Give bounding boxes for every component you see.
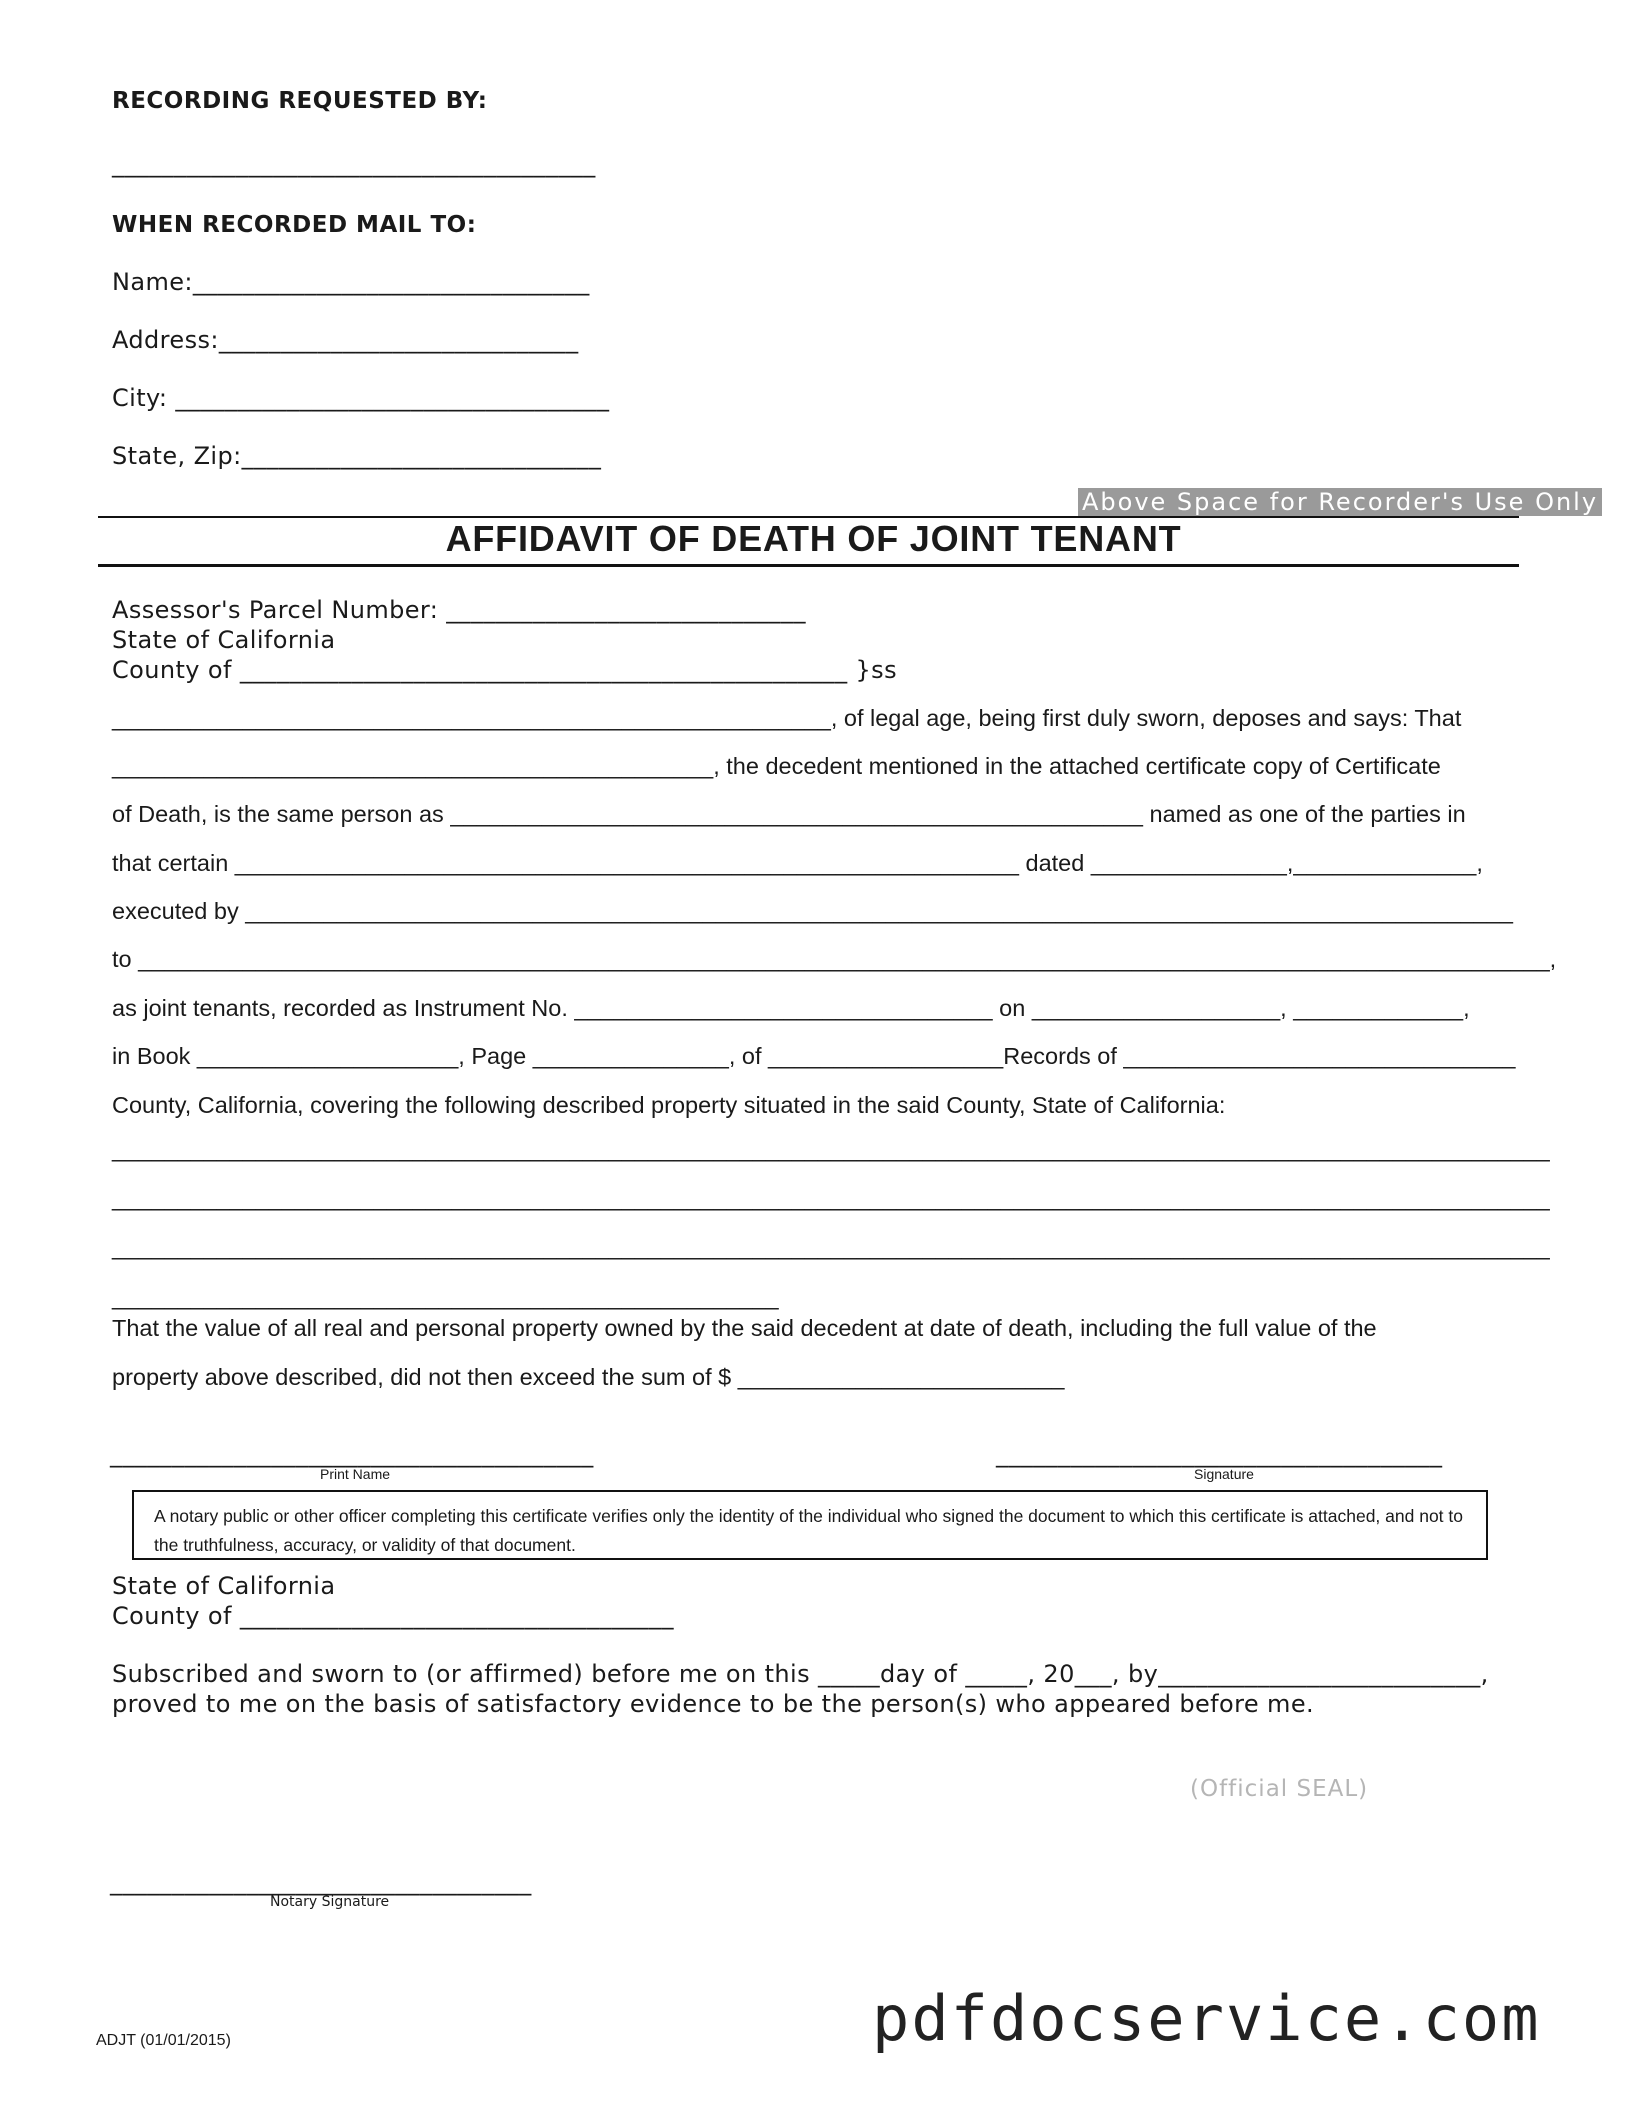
notary-county-field[interactable]: County of ___________________________________	[112, 1602, 674, 1630]
official-seal-placeholder: (Official SEAL)	[1190, 1776, 1369, 1802]
print-name-line[interactable]: _______________________________________	[110, 1440, 594, 1468]
mail-city-field[interactable]: City: ___________________________________	[112, 384, 610, 412]
mail-state-zip-field[interactable]: State, Zip:_____________________________	[112, 442, 602, 470]
signature-caption: Signature	[1194, 1466, 1254, 1482]
sworn-line-1[interactable]: Subscribed and sworn to (or affirmed) before me on this _____day of _____, 20___, by__________________________,	[112, 1660, 1489, 1688]
notary-state: State of California	[112, 1572, 336, 1600]
property-description-line-2[interactable]: ______________________________________________________________________________________________________________	[112, 1185, 1550, 1211]
mail-address-field[interactable]: Address:_____________________________	[112, 326, 579, 354]
body-line-2[interactable]: ______________________________________________, the decedent mentioned in the attached certificate copy of Certificate	[112, 753, 1441, 779]
body-line-3[interactable]: of Death, is the same person as _____________________________________________________ named as one of the parties in	[112, 801, 1466, 827]
venue-county-field[interactable]: County of _________________________________________________ }ss	[112, 656, 897, 684]
notary-notice-text: A notary public or other officer completing this certificate verifies only the identity of the individual who signed the document to which this certificate is attached, and not to the truthfulness, accuracy, or validity of that document.	[154, 1506, 1464, 1555]
body-line-5[interactable]: executed by _________________________________________________________________________________________________	[112, 898, 1514, 924]
venue-state: State of California	[112, 626, 336, 654]
recording-requested-label: RECORDING REQUESTED BY:	[112, 88, 488, 114]
property-value-line-2[interactable]: property above described, did not then exceed the sum of $ _________________________	[112, 1364, 1065, 1390]
property-value-line-1: That the value of all real and personal property owned by the said decedent at date of death, including the full value of the	[112, 1315, 1377, 1341]
body-line-1[interactable]: _______________________________________________________, of legal age, being first duly sworn, deposes and says: That	[112, 705, 1462, 731]
mail-to-label: WHEN RECORDED MAIL TO:	[112, 212, 477, 238]
document-title: AFFIDAVIT OF DEATH OF JOINT TENANT	[445, 518, 1182, 559]
parcel-number-field[interactable]: Assessor's Parcel Number: _____________________________	[112, 596, 806, 624]
notary-notice-box	[132, 1490, 1488, 1560]
body-line-7[interactable]: as joint tenants, recorded as Instrument No. ________________________________ on ___________________, _____________,	[112, 995, 1470, 1021]
body-line-4[interactable]: that certain ____________________________________________________________ dated _______________,______________,	[112, 850, 1483, 876]
body-line-8[interactable]: in Book ____________________, Page _______________, of __________________Records of ______________________________	[112, 1043, 1516, 1069]
mail-name-field[interactable]: Name:________________________________	[112, 268, 590, 296]
property-description-line-4[interactable]: ___________________________________________________	[112, 1284, 779, 1310]
site-watermark: pdfdocservice.com	[872, 1982, 1541, 2055]
body-line-6[interactable]: to ____________________________________________________________________________________________________________,	[112, 946, 1557, 972]
notary-signature-line[interactable]: __________________________________	[110, 1868, 532, 1896]
notary-signature-caption: Notary Signature	[270, 1894, 390, 1910]
print-name-caption: Print Name	[320, 1466, 391, 1482]
recording-requested-line[interactable]: _______________________________________	[112, 150, 596, 178]
recorder-use-tag: Above Space for Recorder's Use Only	[1078, 488, 1602, 516]
property-description-line-1[interactable]: ______________________________________________________________________________________________________________	[112, 1136, 1550, 1162]
signature-line[interactable]: ____________________________________	[996, 1440, 1443, 1468]
title-rule	[98, 564, 1519, 567]
form-code: ADJT (01/01/2015)	[96, 2032, 231, 2049]
property-description-line-3[interactable]: ______________________________________________________________________________________________________________	[112, 1234, 1550, 1260]
sworn-line-2: proved to me on the basis of satisfactory evidence to be the person(s) who appeared before me.	[112, 1690, 1315, 1718]
body-line-9: County, California, covering the following described property situated in the said County, State of California:	[112, 1092, 1226, 1118]
